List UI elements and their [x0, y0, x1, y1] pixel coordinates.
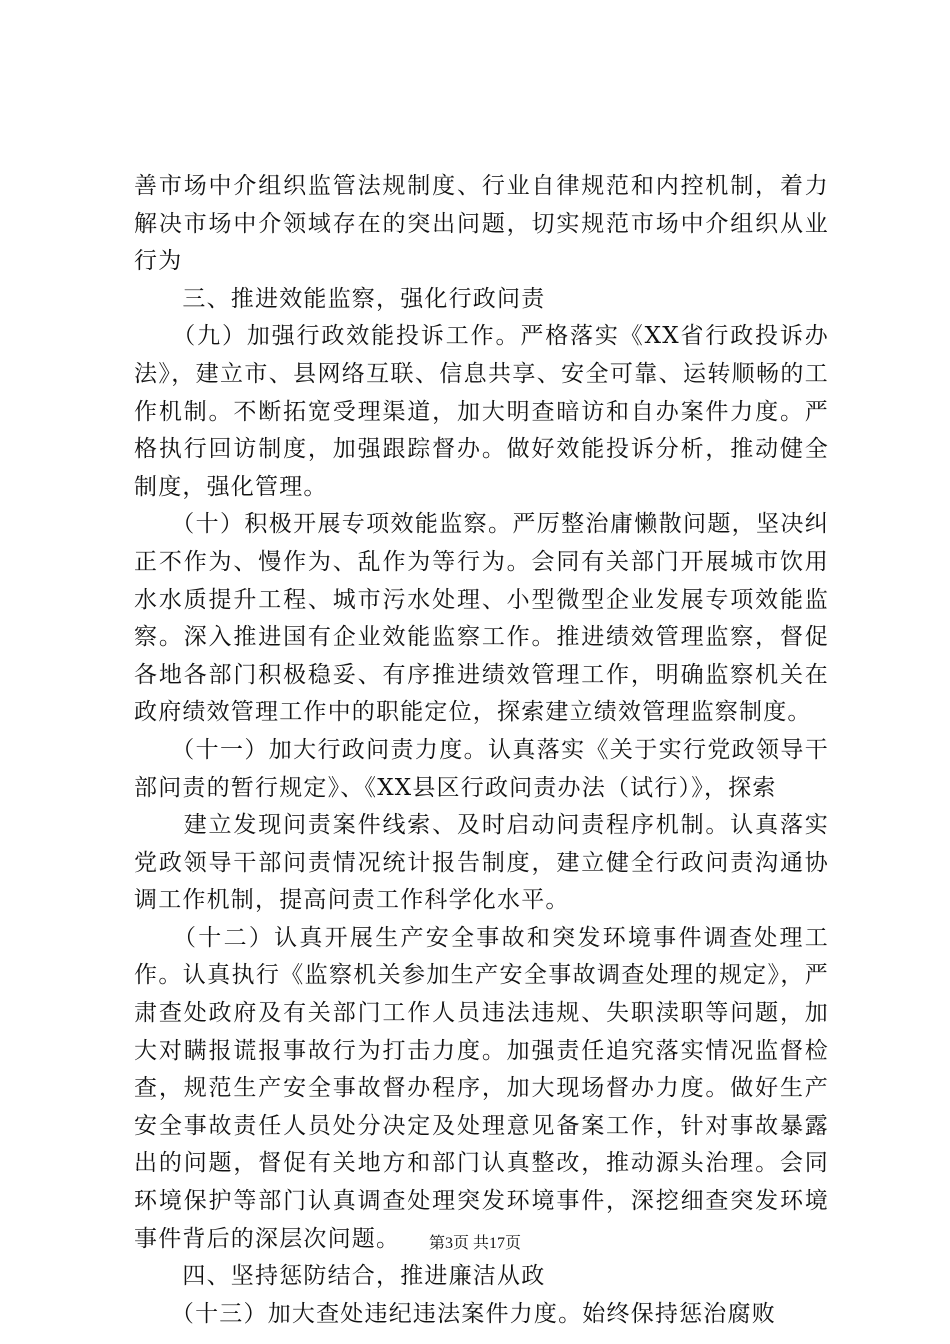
paragraph-item-11-continuation: 建立发现问责案件线索、及时启动问责程序机制。认真落实党政领导干部问责情况统计报告制度，建立健全行政问责沟通协调工作机制，提高问责工作科学化水平。	[134, 812, 829, 914]
paragraph-item-13: （十三）加大查处违纪违法案件力度。始终保持惩治腐败	[134, 1300, 776, 1327]
paragraph-item-9: （九）加强行政效能投诉工作。严格落实《XX省行政投诉办法》，建立市、县网络互联、信息共享、安全可靠、运转顺畅的工作机制。不断拓宽受理渠道，加大明查暗访和自办案件力度。严格执行回访制度，加强跟踪督办。做好效能投诉分析，推动健全制度，强化管理。	[134, 323, 829, 500]
paragraph-item-12: （十二）认真开展生产安全事故和突发环境事件调查处理工作。认真执行《监察机关参加生产安全事故调查处理的规定》，严肃查处政府及有关部门工作人员违法违规、失职渎职等问题，加大对瞒报谎报事故行为打击力度。加强责任追究落实情况监督检查，规范生产安全事故督办程序，加大现场督办力度。做好生产安全事故责任人员处分决定及处理意见备案工作，针对事故暴露出的问题，督促有关地方和部门认真整改，推动源头治理。会同环境保护等部门认真调查处理突发环境事件，深挖细查突发环境事件背后的深层次问题。	[134, 924, 829, 1252]
document-body	[134, 168, 829, 1333]
paragraph-intro-continuation: 善市场中介组织监管法规制度、行业自律规范和内控机制，着力解决市场中介领域存在的突出问题，切实规范市场中介组织从业行为	[134, 173, 829, 275]
paragraph-item-10: （十）积极开展专项效能监察。严厉整治庸懒散问题，坚决纠正不作为、慢作为、乱作为等行为。会同有关部门开展城市饮用水水质提升工程、城市污水处理、小型微型企业发展专项效能监察。深入推进国有企业效能监察工作。推进绩效管理监察，督促各地各部门积极稳妥、有序推进绩效管理工作，明确监察机关在政府绩效管理工作中的职能定位，探索建立绩效管理监察制度。	[134, 511, 829, 726]
section-heading-3: 三、推进效能监察，强化行政问责	[134, 285, 546, 312]
page-footer: 第3页 共17页	[428, 1235, 521, 1252]
section-heading-4: 四、坚持惩防结合，推进廉洁从政	[134, 1263, 546, 1290]
paragraph-item-11: （十一）加大行政问责力度。认真落实《关于实行党政领导干部问责的暂行规定》、《XX县区行政问责办法（试行）》，探索	[134, 736, 829, 801]
